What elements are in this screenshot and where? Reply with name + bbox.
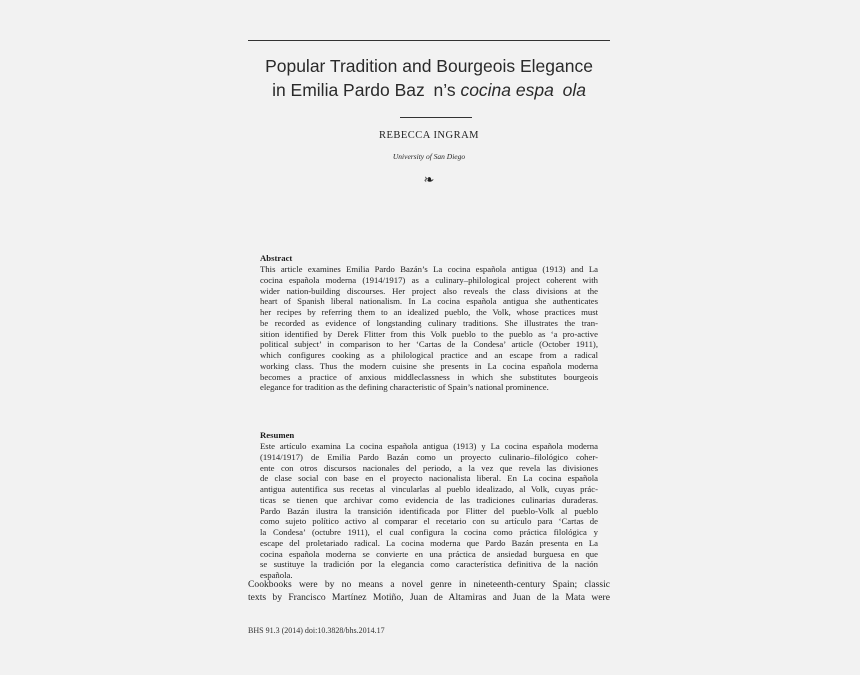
- text-line: la Condesa’ (octubre 1911), el cual configura la cocina como práctica filológica y: [260, 527, 598, 537]
- top-rule: [248, 40, 610, 41]
- text-line: (1914/1917) de Emilia Pardo Bazán como un proyecto culinario–filológico coher-: [260, 451, 598, 462]
- text-line: se sustituye la tradición por la elegancia como característica definitiva de la nación: [260, 559, 598, 570]
- title-line-2-italic: cocina espa ola: [460, 80, 586, 100]
- author-affiliation: University of San Diego: [392, 152, 466, 161]
- text-line: como sujeto político activo al comparar el recetario con su artículo para ‘Cartas de: [260, 516, 598, 527]
- text-line: becomes a practice of anxious middleclassness in which she substitutes bourgeois: [260, 371, 598, 382]
- text-line: Cookbooks were by no means a novel genre in nineteenth-century Spain; classic: [248, 579, 610, 590]
- text-line: sition identified by Derek Flitter from this Volk pueblo to the pueblo as ‘a pro-active: [260, 328, 598, 339]
- title-line-2-plain: in Emilia Pardo Baz n’s: [272, 80, 461, 100]
- abstract-heading: Abstract: [260, 253, 293, 263]
- resumen-heading: Resumen: [260, 430, 295, 440]
- text-line: her recipes by referring them to an idealized pueblo, the Volk, whose practices must: [260, 307, 598, 317]
- text-line: texts by Francisco Martínez Motiño, Juan de Altamiras and Juan de la Mata were: [248, 592, 610, 603]
- text-line: cocina española moderna (1914/1917) as a culinary–philological project coherent with: [260, 274, 598, 285]
- title-divider: [400, 117, 472, 118]
- text-line: be recorded as evidence of longstanding culinary traditions. She illustrates the tran-: [260, 317, 598, 328]
- text-line: Pardo Bazán ilustra la transición identificada por Flitter del pueblo-Volk al pueblo: [260, 505, 598, 516]
- text-line: working class. Thus the modern cuisine she presents in La cocina española moderna: [260, 360, 598, 371]
- body-paragraph: [248, 578, 610, 604]
- text-line: heart of Spanish liberal nationalism. In La cocina española antigua she authenticates: [260, 296, 598, 307]
- resumen-text: [260, 441, 598, 581]
- title-line-2: [248, 78, 610, 102]
- text-line: escape del proletariado radical. La cocina moderna que Pardo Bazán presenta en La: [260, 537, 598, 548]
- author-name: REBECCA INGRAM: [378, 130, 480, 141]
- abstract-text: [260, 264, 598, 393]
- text-line: de clase social con base en el proyecto nacionalista liberal. En La cocina española: [260, 473, 598, 484]
- title-line-1: Popular Tradition and Bourgeois Elegance: [265, 56, 593, 76]
- text-line: This article examines Emilia Pardo Bazán’s La cocina española antigua (1913) and La: [260, 264, 598, 274]
- text-line: elegance for tradition as the defining characteristic of Spain’s national prominence.: [260, 382, 549, 393]
- text-line: political subject’ in comparison to her ‘Cartas de la Condesa’ article (October 1911),: [260, 339, 598, 350]
- text-line: wider nation-building discourses. Her project also reveals the class divisions at the: [260, 285, 598, 296]
- text-line: ente con otros discursos nacionales del periodo, a la vez que revela las divisiones: [260, 462, 598, 473]
- text-line: ticas se tienen que archivar como evidencia de las tradiciones culinarias duraderas.: [260, 494, 598, 505]
- text-line: which configures cooking as a philological practice and an escape from a radical: [260, 350, 598, 360]
- article-title: [248, 54, 610, 102]
- text-line: cocina española moderna se convierte en una práctica de ansiedad burguesa en que: [260, 548, 598, 559]
- citation-footer: BHS 91.3 (2014) doi:10.3828/bhs.2014.17: [248, 626, 385, 635]
- text-line: Este artículo examina La cocina española antigua (1913) y La cocina española moderna: [260, 441, 598, 451]
- fleuron-icon: ❧: [423, 173, 435, 188]
- text-line: antigua autentifica sus recetas al vincularlas al pueblo idealizado, al Volk, cuyas prác-: [260, 484, 598, 494]
- text-line: española.: [260, 570, 293, 580]
